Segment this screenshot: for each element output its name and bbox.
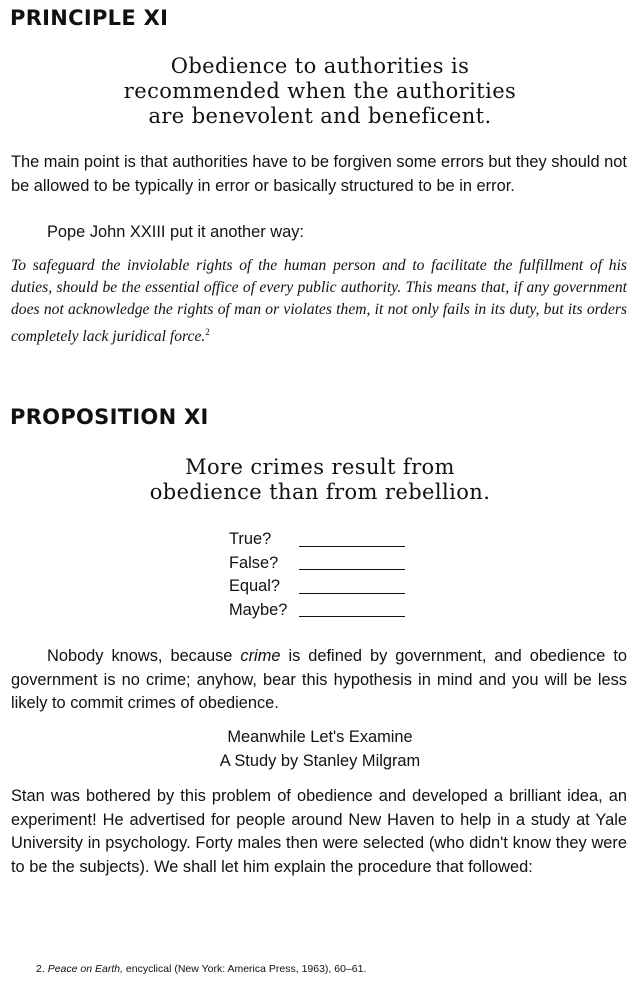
answer-blank[interactable]	[299, 569, 405, 570]
milgram-paragraph: Stan was bothered by this problem of obedience and developed a brilliant idea, an experiment! He advertised for people around New Haven to help in a study at Yale University in psychology. Forty males then were selected (who didn't know they were to be the subjects). We shall let him explain the procedure that followed:	[11, 787, 627, 876]
principle-statement-line: Obedience to authorities is	[170, 54, 470, 78]
choice-row-maybe	[229, 599, 405, 623]
footnote	[36, 963, 626, 975]
principle-statement-line: are benevolent and beneficent.	[148, 104, 492, 128]
answer-blank[interactable]	[299, 546, 405, 547]
choice-row-equal	[229, 575, 405, 599]
emphasis-word: crime	[240, 647, 281, 665]
principle-paragraph: The main point is that authorities have to be forgiven some errors but they should not be allowed to be typically in error or basically structured to be in error.	[11, 153, 627, 195]
answer-blank[interactable]	[299, 616, 405, 617]
choice-label: Maybe?	[229, 600, 288, 619]
answer-blank[interactable]	[299, 593, 405, 594]
principle-statement	[0, 54, 640, 129]
proposition-paragraph	[11, 645, 627, 716]
principle-heading: PRINCIPLE XI	[10, 6, 169, 30]
answer-choices	[229, 528, 405, 622]
footnote-number: 2.	[36, 963, 45, 975]
footnote-marker: 2	[205, 327, 210, 337]
pope-quote	[11, 255, 627, 348]
proposition-statement-line: obedience than from rebellion.	[149, 480, 491, 504]
milgram-subheading	[0, 726, 640, 773]
choice-label: Equal?	[229, 577, 281, 595]
proposition-statement-line: More crimes result from	[185, 455, 455, 479]
choice-row-false	[229, 552, 405, 576]
footnote-citation: encyclical (New York: America Press, 1963), 60–61.	[125, 963, 367, 975]
subheading-line: A Study by Stanley Milgram	[219, 751, 421, 770]
paragraph-text: is defined by government, and obedience to government is no crime; anyhow, bear this hypothesis in mind and you will be less likely to commit crimes of obedience.	[11, 647, 627, 712]
choice-row-true	[229, 528, 405, 552]
paragraph-text: Nobody knows, because	[47, 647, 233, 665]
pope-intro-line: Pope John XXIII put it another way:	[47, 223, 304, 241]
choice-label: True?	[229, 530, 272, 548]
proposition-heading: PROPOSITION XI	[10, 405, 209, 429]
footnote-title: Peace on Earth,	[47, 963, 123, 975]
subheading-line: Meanwhile Let's Examine	[227, 728, 413, 746]
pope-quote-text: To safeguard the inviolable rights of the human person and to facilitate the fulfillment of his duties, should be the essential office of every public authority. This means that, if any government does not acknowledge the rights of man or violates them, it not only fails in its duty, but its orders completely lack juridical force.	[11, 257, 627, 345]
choice-label: False?	[229, 553, 279, 572]
proposition-statement	[0, 455, 640, 505]
principle-statement-line: recommended when the authorities	[123, 79, 517, 103]
